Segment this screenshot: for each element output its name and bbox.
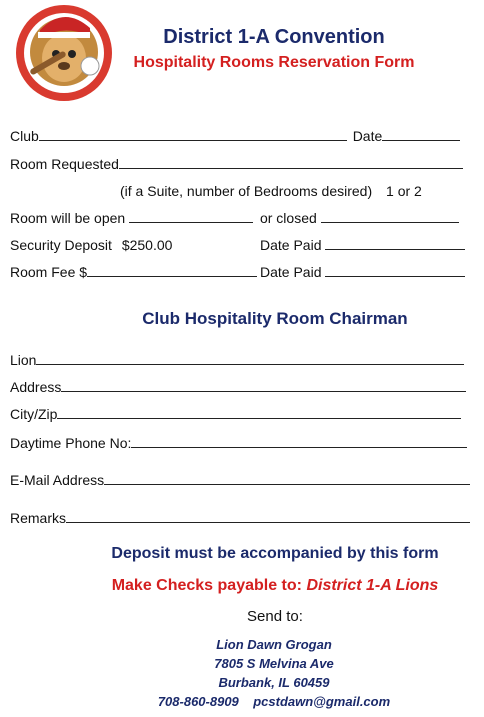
- phone-field[interactable]: [131, 435, 467, 448]
- room-fee-row: [10, 264, 257, 280]
- room-fee-label: Room Fee $: [10, 264, 88, 280]
- lion-field[interactable]: [36, 352, 464, 365]
- checks-prefix: Make Checks payable to:: [111, 577, 307, 594]
- remarks-field[interactable]: [66, 510, 470, 523]
- suite-note-row: [120, 183, 422, 199]
- address-name: Lion Dawn Grogan: [216, 637, 332, 652]
- cityzip-field[interactable]: [57, 406, 461, 419]
- email-row: [10, 472, 470, 488]
- lions-mascot-logo: [10, 0, 118, 106]
- date-field[interactable]: [382, 128, 460, 141]
- address-contact: 708-860-8909 pcstdawn@gmail.com: [157, 694, 391, 709]
- security-deposit-value: $250.00: [121, 237, 173, 253]
- room-open-label: Room will be open: [10, 210, 126, 226]
- security-deposit-label: Security Deposit: [10, 237, 112, 253]
- address-row: [10, 379, 466, 395]
- lion-row: [10, 352, 464, 368]
- closed-field[interactable]: [321, 210, 459, 223]
- checks-payee: District 1-A Lions: [306, 577, 439, 594]
- chairman-heading: Club Hospitality Room Chairman: [142, 309, 408, 328]
- checks-payable: [33, 577, 484, 595]
- deposit-note: Deposit must be accompanied by this form: [111, 545, 439, 562]
- phone-row: [10, 435, 467, 451]
- address-field[interactable]: [61, 379, 466, 392]
- date-paid-label-2: Date Paid: [260, 264, 322, 280]
- date-label: Date: [352, 128, 383, 144]
- date-paid-field[interactable]: [325, 237, 465, 250]
- phone-label: Daytime Phone No:: [10, 435, 132, 451]
- room-requested-label: Room Requested: [10, 156, 119, 172]
- date-paid-field-2[interactable]: [325, 264, 465, 277]
- room-requested-row: [10, 156, 463, 172]
- suite-options: 1 or 2: [386, 183, 422, 199]
- address-city: Burbank, IL 60459: [218, 675, 330, 690]
- remarks-label: Remarks: [10, 510, 67, 526]
- room-requested-field[interactable]: [119, 156, 463, 169]
- date-paid-row-2: [260, 264, 465, 280]
- email-label: E-Mail Address: [10, 472, 105, 488]
- room-open-field[interactable]: [129, 210, 253, 223]
- club-row: [10, 128, 460, 144]
- form-title: District 1-A Convention: [163, 26, 385, 48]
- suite-note: (if a Suite, number of Bedrooms desired): [120, 183, 373, 199]
- room-fee-field[interactable]: [87, 264, 257, 277]
- cityzip-row: [10, 406, 461, 422]
- email-field[interactable]: [104, 472, 470, 485]
- club-label: Club: [10, 128, 39, 144]
- form-subtitle: Hospitality Rooms Reservation Form: [133, 54, 415, 71]
- date-paid-label: Date Paid: [260, 237, 322, 253]
- send-to-label: Send to:: [247, 608, 303, 625]
- club-field[interactable]: [39, 128, 347, 141]
- address-label: Address: [10, 379, 62, 395]
- address-street: 7805 S Melvina Ave: [214, 656, 334, 671]
- remarks-row: [10, 510, 470, 526]
- date-paid-row-1: [260, 237, 465, 253]
- cityzip-label: City/Zip: [10, 406, 58, 422]
- room-open-row: [10, 210, 459, 226]
- security-deposit-row: [10, 237, 172, 253]
- lion-label: Lion: [10, 352, 37, 368]
- closed-label: or closed: [259, 210, 317, 226]
